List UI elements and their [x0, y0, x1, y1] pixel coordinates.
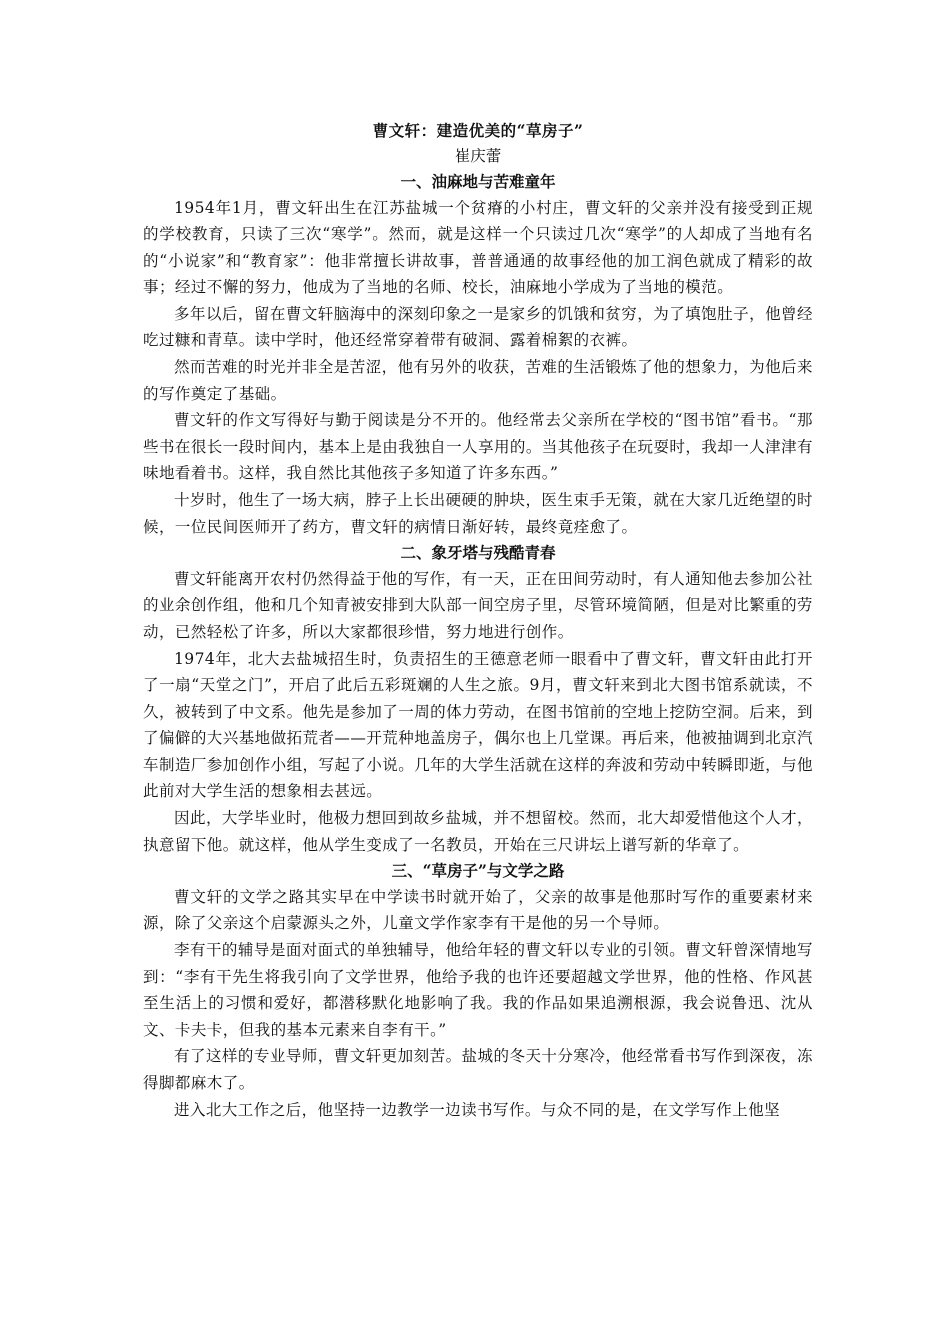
section-1 [143, 169, 813, 540]
section-2 [143, 540, 813, 858]
paragraph: 1954年1月，曹文轩出生在江苏盐城一个贫瘠的小村庄，曹文轩的父亲并没有接受到正规的学校教育，只读了三次“寒学”。然而，就是这样一个只读过几次“寒学”的人却成了当地有名的“小说家”和“教育家”：他非常擅长讲故事，普普通通的故事经他的加工润色就成了精彩的故事；经过不懈的努力，他成为了当地的名师、校长，油麻地小学成为了当地的模范。 [143, 198, 813, 297]
paragraph: 因此，大学毕业时，他极力想回到故乡盐城，并不想留校。然而，北大却爱惜他这个人才，执意留下他。就这样，他从学生变成了一名教员，开始在三尺讲坛上谱写新的华章了。 [143, 809, 813, 854]
paragraph: 李有干的辅导是面对面式的单独辅导，他给年轻的曹文轩以专业的引领。曹文轩曾深情地写到：“李有干先生将我引向了文学世界，他给予我的也许还要超越文学世界，他的性格、作风甚至生活上的习惯和爱好，都潜移默化地影响了我。我的作品如果追溯根源，我会说鲁迅、沈从文、卡夫卡，但我的基本元素来自李有干。” [143, 940, 813, 1039]
paragraph: 曹文轩的作文写得好与勤于阅读是分不开的。他经常去父亲所在学校的“图书馆”看书。“那些书在很长一段时间内，基本上是由我独自一人享用的。当其他孩子在玩耍时，我却一人津津有味地看着书。这样，我自然比其他孩子多知道了许多东西。” [143, 411, 813, 483]
paragraph: 有了这样的专业导师，曹文轩更加刻苦。盐城的冬天十分寒冷，他经常看书写作到深夜，冻得脚都麻木了。 [143, 1047, 813, 1092]
paragraph: 十岁时，他生了一场大病，脖子上长出硬硬的肿块，医生束手无策，就在大家几近绝望的时候，一位民间医师开了药方，曹文轩的病情日渐好转，最终竟痊愈了。 [143, 491, 813, 536]
paragraph: 然而苦难的时光并非全是苦涩，他有另外的收获，苦难的生活锻炼了他的想象力，为他后来的写作奠定了基础。 [143, 358, 813, 403]
section-3 [143, 858, 813, 1123]
paragraph: 曹文轩的文学之路其实早在中学读书时就开始了，父亲的故事是他那时写作的重要素材来源，除了父亲这个启蒙源头之外，儿童文学作家李有干是他的另一个导师。 [143, 887, 813, 933]
document-page [143, 118, 813, 1123]
paragraph: 1974年，北大去盐城招生时，负责招生的王德意老师一眼看中了曹文轩，曹文轩由此打开了一扇“天堂之门”，开启了此后五彩斑斓的人生之旅。9月，曹文轩来到北大图书馆系就读，不久，被转到了中文系。他先是参加了一周的体力劳动，在图书馆前的空地上挖防空洞。后来，到了偏僻的大兴基地做拓荒者——开荒种地盖房子，偶尔也上几堂课。再后来，他被抽调到北京汽车制造厂参加创作小组，写起了小说。几年的大学生活就在这样的奔波和劳动中转瞬即逝，与他此前对大学生活的想象相去甚远。 [143, 649, 813, 801]
paragraph: 多年以后，留在曹文轩脑海中的深刻印象之一是家乡的饥饿和贫穷，为了填饱肚子，他曾经吃过糠和青草。读中学时，他还经常穿着带有破洞、露着棉絮的衣裤。 [143, 304, 813, 350]
article-author: 崔庆蕾 [454, 146, 502, 165]
paragraph: 曹文轩能离开农村仍然得益于他的写作，有一天，正在田间劳动时，有人通知他去参加公社的业余创作组，他和几个知青被安排到大队部一间空房子里，尽管环境简陋，但是对比繁重的劳动，已然轻松了许多，所以大家都很珍惜，努力地进行创作。 [143, 569, 813, 641]
section-heading: 三、“草房子”与文学之路 [391, 861, 565, 881]
paragraph: 进入北大工作之后，他坚持一边教学一边读书写作。与众不同的是，在文学写作上他坚 [174, 1100, 781, 1119]
section-heading: 二、象牙塔与残酷青春 [400, 543, 556, 563]
section-heading: 一、油麻地与苦难童年 [400, 172, 556, 191]
article-title: 曹文轩：建造优美的“草房子” [372, 121, 584, 140]
